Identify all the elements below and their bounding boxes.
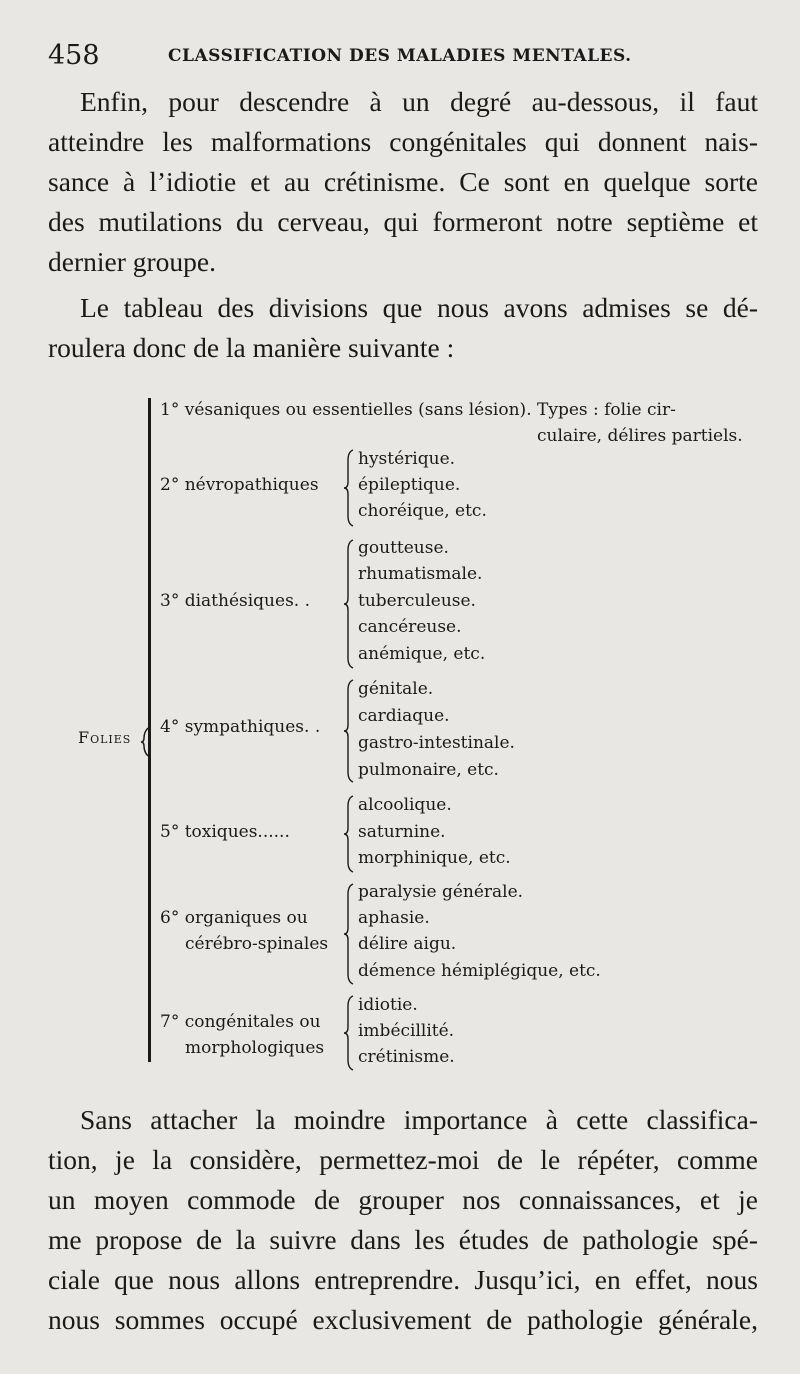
- group-3-item: tuberculeuse.: [358, 591, 476, 611]
- text-line: tion, je la considère, permettez-moi de le répéter, comme: [48, 1144, 758, 1175]
- group-7-label: 7° congénitales ou: [160, 1012, 321, 1032]
- group-1-label: 1° vésaniques ou essentielles (sans lésion). Types : folie cir-: [160, 400, 676, 420]
- group-2-brace: [343, 450, 355, 526]
- folies-brace: [140, 728, 150, 756]
- group-4-item: génitale.: [358, 679, 434, 699]
- group-2-label: 2° névropathiques: [160, 475, 319, 495]
- paragraph-3: [48, 1100, 758, 1340]
- running-title: CLASSIFICATION DES MALADIES MENTALES.: [168, 46, 632, 66]
- group-3-brace: [343, 540, 355, 668]
- group-7-item: idiotie.: [358, 995, 418, 1015]
- text-line: sance à l’idiotie et au crétinisme. Ce sont en quelque sorte: [48, 166, 758, 197]
- group-4-brace: [343, 680, 355, 782]
- group-5-label: 5° toxiques......: [160, 822, 290, 842]
- group-3-label: 3° diathésiques. .: [160, 591, 311, 611]
- group-6-item: aphasie.: [358, 908, 430, 928]
- text-line: dernier groupe.: [48, 246, 216, 277]
- text-line: Enfin, pour descendre à un degré au-dessous, il faut: [80, 86, 758, 117]
- group-6-brace: [343, 884, 355, 984]
- group-7-label-cont: morphologiques: [185, 1038, 325, 1058]
- text-line: roulera donc de la manière suivante :: [48, 332, 455, 363]
- group-1-label-cont: culaire, délires partiels.: [537, 426, 743, 446]
- group-6-label: 6° organiques ou: [160, 908, 308, 928]
- group-4-item: pulmonaire, etc.: [358, 760, 499, 780]
- text-line: Sans attacher la moindre importance à cette classifica-: [80, 1104, 758, 1135]
- group-7-item: crétinisme.: [358, 1047, 455, 1067]
- group-3-item: cancéreuse.: [358, 617, 462, 637]
- group-5-brace: [343, 796, 355, 872]
- text-line: atteindre les malformations congénitales qui donnent nais-: [48, 126, 758, 157]
- text-line: des mutilations du cerveau, qui formeront notre septième et: [48, 206, 758, 237]
- text-line: un moyen commode de grouper nos connaissances, et je: [48, 1184, 758, 1215]
- group-4-item: cardiaque.: [358, 706, 450, 726]
- group-5-item: morphinique, etc.: [358, 848, 511, 868]
- group-4-label: 4° sympathiques. .: [160, 717, 321, 737]
- group-7-item: imbécillité.: [358, 1021, 455, 1041]
- group-5-item: saturnine.: [358, 822, 446, 842]
- text-line: Le tableau des divisions que nous avons admises se dé-: [80, 292, 758, 323]
- group-6-item: paralysie générale.: [358, 882, 524, 902]
- group-5-item: alcoolique.: [358, 795, 452, 815]
- group-6-item: délire aigu.: [358, 934, 457, 954]
- group-4-item: gastro-intestinale.: [358, 733, 515, 753]
- group-2-item: épileptique.: [358, 475, 461, 495]
- group-3-item: goutteuse.: [358, 538, 449, 558]
- group-6-label-cont: cérébro-spinales: [185, 934, 329, 954]
- group-3-item: rhumatismale.: [358, 564, 483, 584]
- group-2-item: hystérique.: [358, 449, 456, 469]
- text-line: nous sommes occupé exclusivement de pathologie générale,: [48, 1304, 758, 1335]
- group-3-item: anémique, etc.: [358, 644, 486, 664]
- table-root-label: Folies: [78, 728, 132, 747]
- group-7-brace: [343, 996, 355, 1070]
- group-6-item: démence hémiplégique, etc.: [358, 961, 601, 981]
- page-number: 458: [48, 40, 100, 71]
- text-line: ciale que nous allons entreprendre. Jusqu’ici, en effet, nous: [48, 1264, 758, 1295]
- group-2-item: choréique, etc.: [358, 501, 487, 521]
- text-line: me propose de la suivre dans les études de pathologie spé-: [48, 1224, 758, 1255]
